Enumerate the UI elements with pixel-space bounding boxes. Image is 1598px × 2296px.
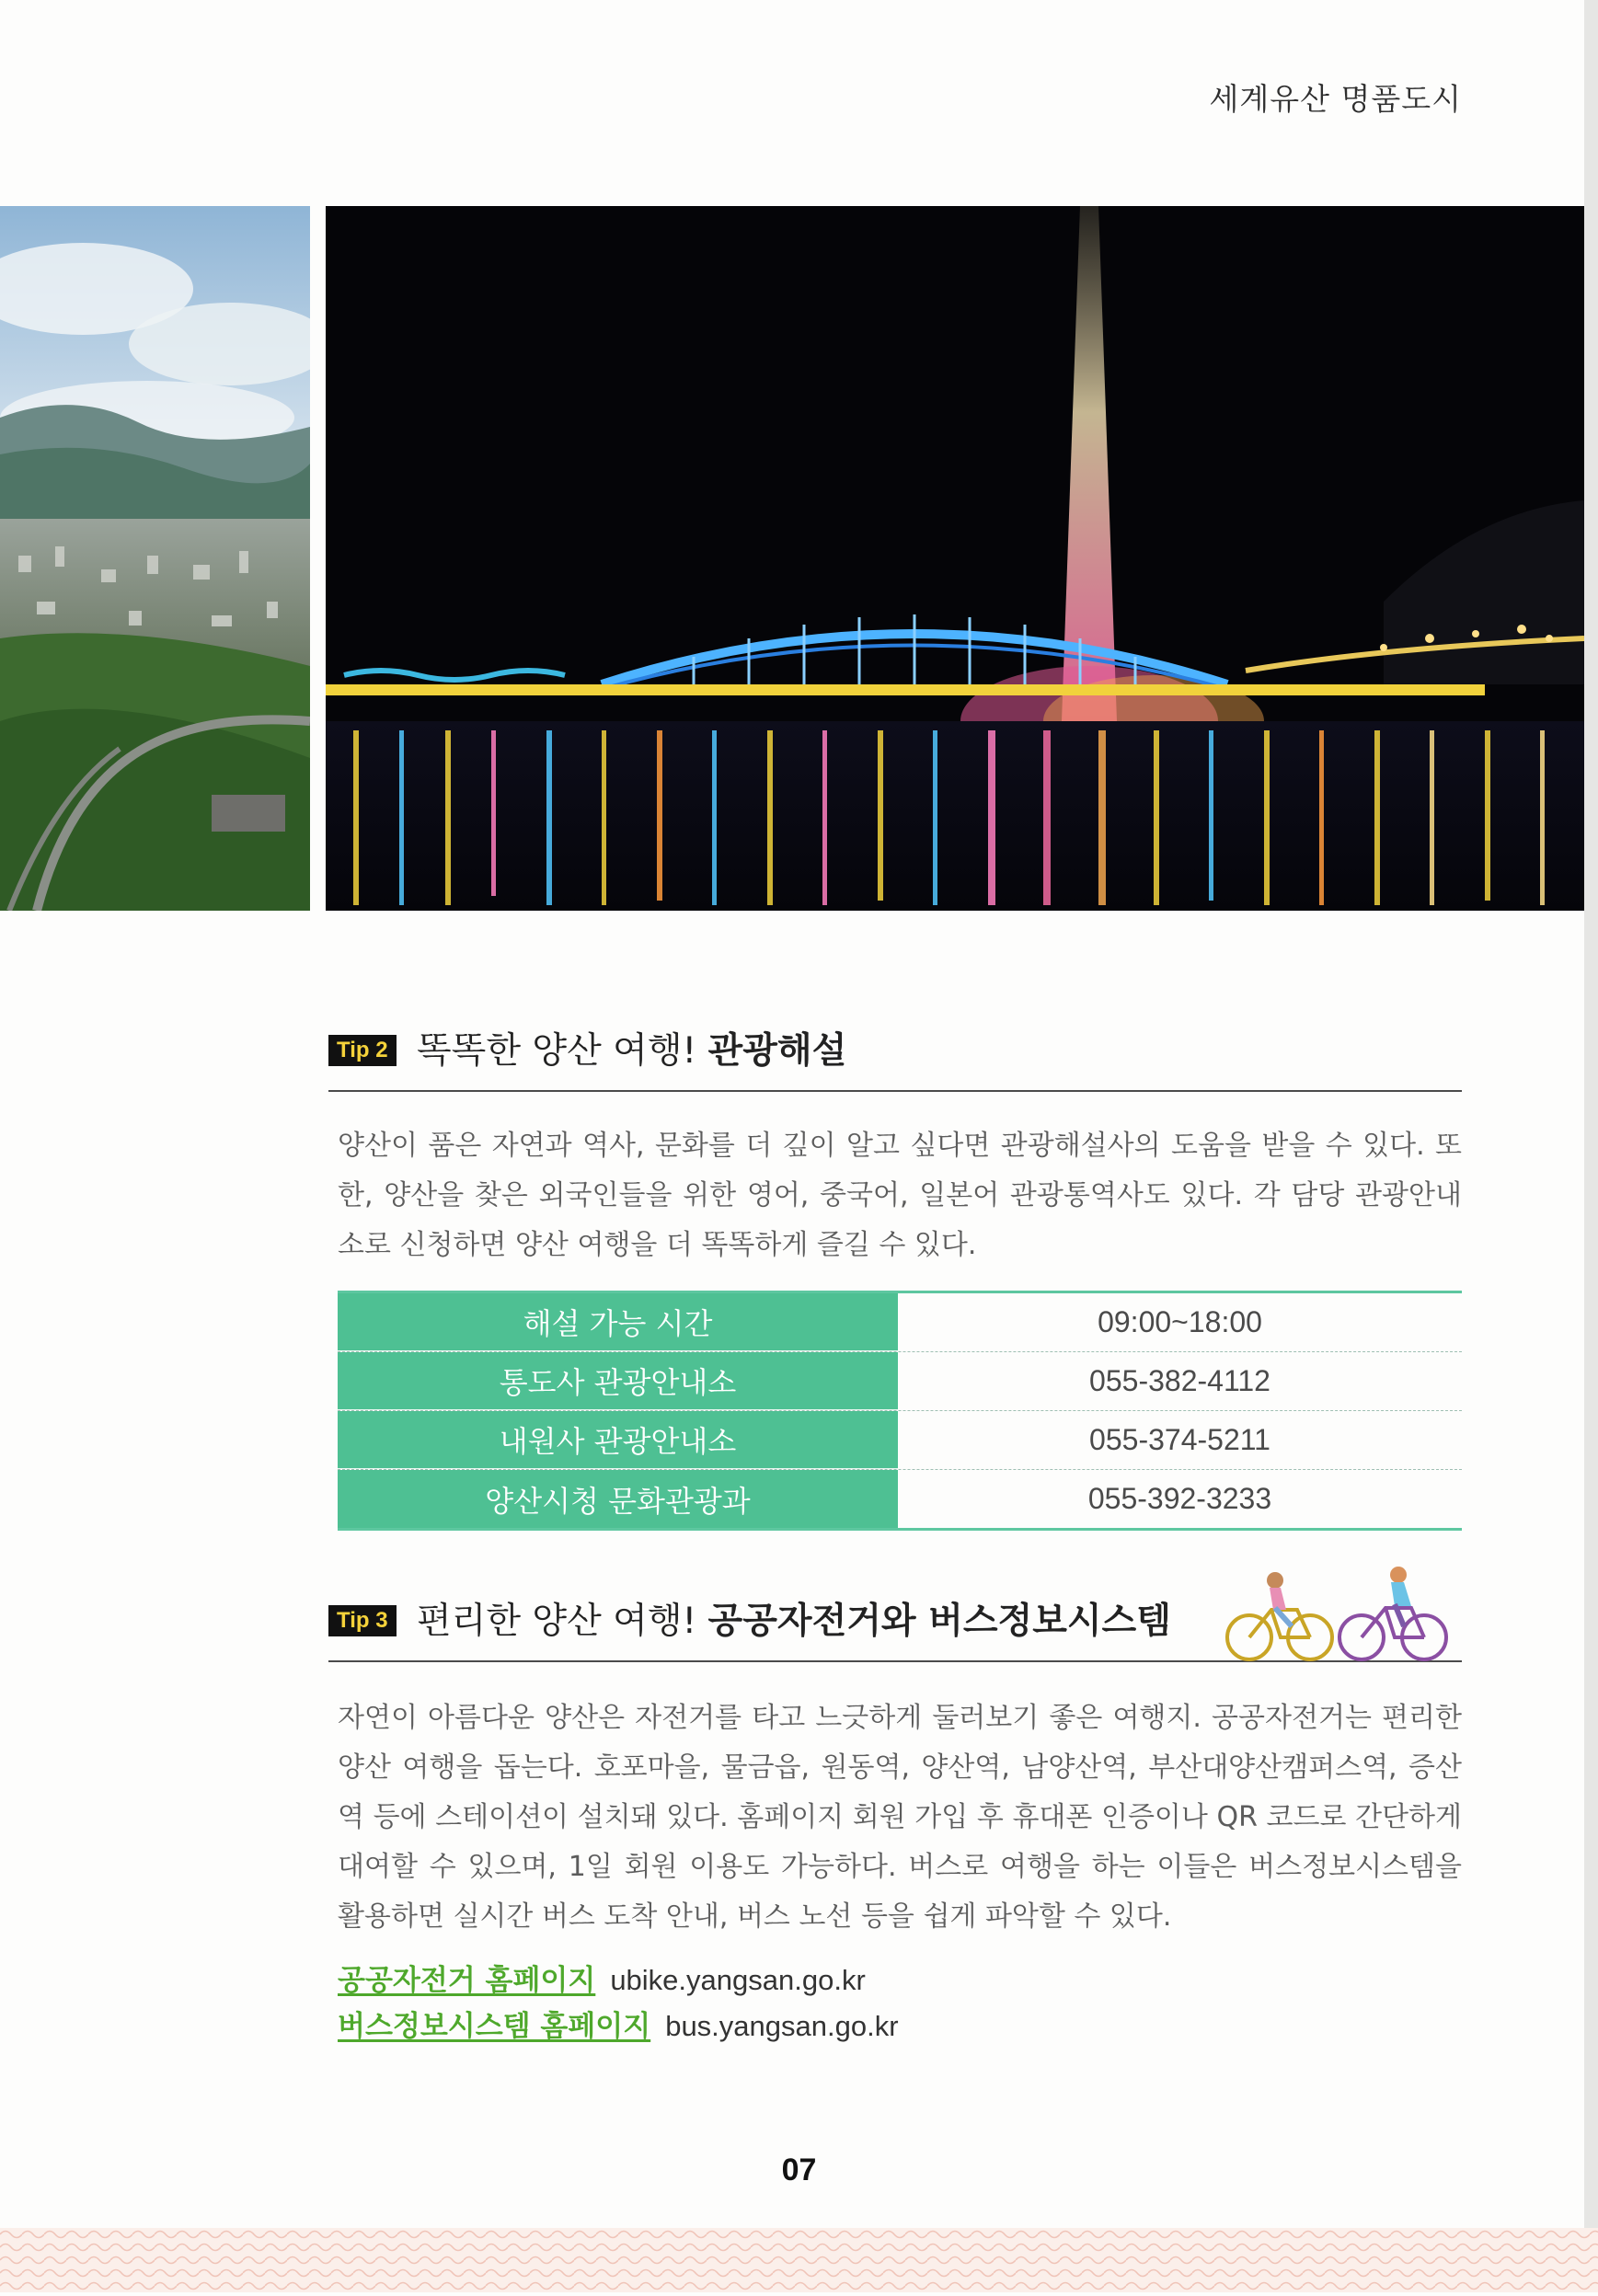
section-tag: 세계유산 명품도시 xyxy=(1209,81,1462,117)
table-row xyxy=(338,1293,1462,1352)
tip2-heading xyxy=(328,1011,1462,1092)
table-row-value: 09:00~18:00 xyxy=(1098,1305,1262,1338)
table-row-value: 055-392-3233 xyxy=(1087,1482,1272,1515)
bike-homepage-line xyxy=(338,1957,899,2003)
bike-homepage-url[interactable]: ubike.yangsan.go.kr xyxy=(610,1964,866,1996)
tip3-paragraph: 자연이 아름다운 양산은 자전거를 타고 느긋하게 둘러보기 좋은 여행지. 공공자전거는 편리한 양산 여행을 돕는다. 호포마을, 물금읍, 원동역, 양산역, 남양산역, 부산대양산캠퍼스역, 증산역 등에 스테이션이 설치돼 있다. 홈페이지 회원 가입 후 휴대폰 인증이나 QR 코드로 간단하게 대여할 수 있으며, 1일 회원 이용도 가능하다. 버스로 여행을 하는 이들은 버스정보시스템을 활용하면 실시간 버스 도착 안내, 버스 노선 등을 쉽게 파악할 수 있다. xyxy=(338,1702,1462,1933)
bike-homepage-link[interactable]: 공공자전거 홈페이지 xyxy=(338,1964,596,1997)
night-bridge-photo xyxy=(326,206,1584,911)
page-edge xyxy=(1584,0,1598,2292)
tip2-paragraph: 양산이 품은 자연과 역사, 문화를 더 깊이 알고 싶다면 관광해설사의 도움을 받을 수 있다. 또한, 양산을 찾은 외국인들을 위한 영어, 중국어, 일본어 관광통역사도 있다. 각 담당 관광안내소로 신청하면 양산 여행을 더 똑똑하게 즐길 수 있다. xyxy=(338,1130,1462,1261)
homepage-links xyxy=(338,1957,899,2049)
page-number: 07 xyxy=(781,2152,817,2187)
bus-homepage-url[interactable]: bus.yangsan.go.kr xyxy=(665,2010,899,2042)
tip2-title-emphasis: 관광해설 xyxy=(707,1030,847,1072)
bus-homepage-line xyxy=(338,2003,899,2049)
tip2-badge: Tip 2 xyxy=(328,1035,397,1066)
table-row xyxy=(338,1470,1462,1528)
tip3-title-lead: 편리한 양산 여행! xyxy=(417,1601,708,1642)
table-row-label: 내원사 관광안내소 xyxy=(338,1411,898,1469)
cyclists-icon xyxy=(1214,1562,1454,1663)
tip2-title-lead: 똑똑한 양산 여행! xyxy=(417,1030,708,1072)
aerial-city-photo xyxy=(0,206,310,911)
tip3-badge: Tip 3 xyxy=(328,1605,397,1636)
tip2-title xyxy=(417,1022,846,1073)
tip3-title xyxy=(417,1592,1171,1644)
bus-homepage-link[interactable]: 버스정보시스템 홈페이지 xyxy=(338,2010,651,2043)
table-row-value: 055-382-4112 xyxy=(1089,1364,1270,1397)
decorative-footer-pattern xyxy=(0,2228,1598,2292)
table-row-label: 통도사 관광안내소 xyxy=(338,1352,898,1410)
table-row-label: 양산시청 문화관광과 xyxy=(338,1470,898,1528)
table-row-value: 055-374-5211 xyxy=(1089,1423,1270,1456)
tour-guide-info-table xyxy=(338,1291,1462,1531)
table-row xyxy=(338,1352,1462,1411)
table-row-label: 해설 가능 시간 xyxy=(338,1293,898,1351)
table-row xyxy=(338,1411,1462,1470)
tip3-title-emphasis: 공공자전거와 버스정보시스템 xyxy=(707,1601,1171,1642)
